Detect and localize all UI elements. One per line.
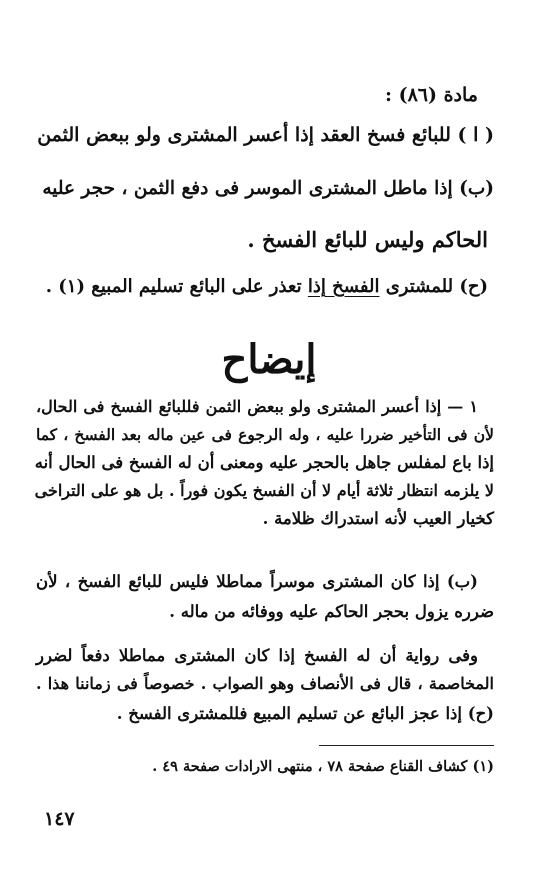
provision-b: (ب) إذا ماطل المشترى الموسر فى دفع الثمن ، حجر عليه: [42, 178, 494, 199]
underlined-phrase: الفسخ إذا: [307, 276, 380, 297]
explanation-line: ١ — إذا أعسر المشترى ولو ببعض الثمن فللبائع الفسخ فى الحال،: [36, 397, 478, 416]
explanation-line: إذا باع لمفلس جاهل بالحجر عليه ومعنى أن له الفسخ فى الحال أنه: [34, 453, 494, 472]
provision-c-text: (ح) للمشترى الفسخ إذا تعذر على البائع تسليم المبيع (١) .: [45, 276, 488, 297]
provision-a: ( ا ) للبائع فسخ العقد إذا أعسر المشترى ولو ببعض الثمن: [37, 124, 494, 146]
footnote: (١) كشاف القناع صفحة ٧٨ ، منتهى الارادات صفحة ٤٩ .: [152, 758, 494, 775]
explanation-line: لأن فى التأخير ضررا عليه ، وله الرجوع فى عين ماله بعد الفسخ ، كما: [36, 425, 494, 444]
explanation-line: (ح) إذا عجز البائع عن تسليم المبيع فللمشترى الفسخ .: [116, 704, 494, 723]
explanation-line: كخيار العيب لأنه استدراك ظلامة .: [262, 509, 494, 528]
explanation-title: إيضاح: [221, 336, 317, 383]
page-number: ١٤٧: [44, 808, 75, 830]
explanation-line: (ب) إذا كان المشترى موسراً مماطلا فليس للبائع الفسخ ، لأن: [36, 572, 478, 591]
footnote-divider: [319, 745, 494, 746]
explanation-line: وفى رواية أن له الفسخ إذا كان المشترى مماطلا دفعاً لضرر: [36, 646, 478, 665]
provision-b-continued: الحاكم وليس للبائع الفسخ .: [247, 227, 488, 252]
article-heading: مادة (٨٦) :: [384, 84, 478, 106]
explanation-line: ضرره يزول بحجر الحاكم عليه ووفائه من ماله .: [169, 602, 494, 621]
explanation-line: المخاصمة ، قال فى الأنصاف وهو الصواب . خصوصاً فى زماننا هذا .: [36, 674, 494, 693]
provision-c: [36, 276, 488, 297]
explanation-line: لا يلزمه انتظار ثلاثة أيام لا أن الفسخ يكون فوراً . بل هو على التراخى: [34, 481, 494, 500]
